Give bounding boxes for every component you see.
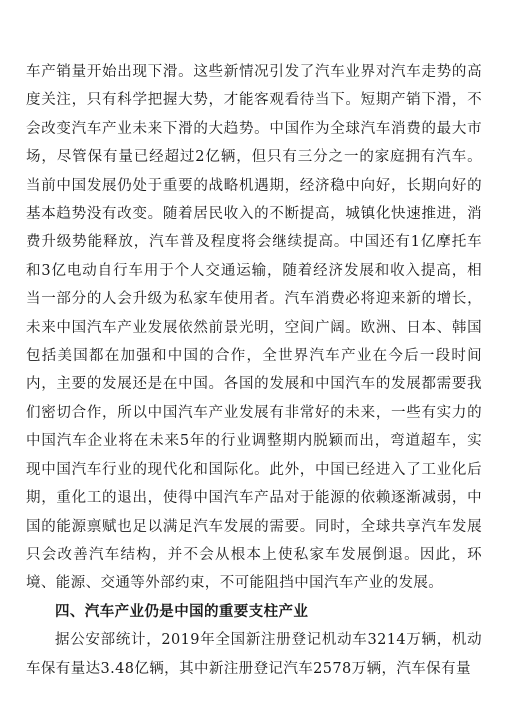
body-paragraph-continued: 据公安部统计，2019年全国新注册登记机动车3214万辆，机动车保有量达3.48亿辆，其中新注册登记汽车2578万辆，汽车保有量 bbox=[26, 632, 482, 677]
section-heading: 四、汽车产业仍是中国的重要支柱产业 bbox=[55, 603, 309, 620]
body-paragraph: 车产销量开始出现下滑。这些新情况引发了汽车业界对汽车走势的高度关注，只有科学把握大势，才能客观看待当下。短期产销下滑，不会改变汽车产业未来下滑的大趋势。中国作为全球汽车消费的最大市场，尽管保有量已经超过2亿辆，但只有三分之一的家庭拥有汽车。当前中国发展仍处于重要的战略机遇期，经济稳中向好，长期向好的基本趋势没有改变。随着居民收入的不断提高，城镇化快速推进，消费升级势能释放，汽车普及程度将会继续提高。中国还有1亿摩托车和3亿电动自行车用于个人交通运输，随着经济发展和收入提高，相当一部分的人会升级为私家车使用者。汽车消费必将迎来新的增长，未来中国汽车产业发展依然前景光明，空间广阔。欧洲、日本、韩国包括美国都在加强和中国的合作，全世界汽车产业在今后一段时间内，主要的发展还是在中国。各国的发展和中国汽车的发展都需要我们密切合作，所以中国汽车产业发展有非常好的未来，一些有实力的中国汽车企业将在未来5年的行业调整期内脱颖而出，弯道超车，实现中国汽车行业的现代化和国际化。此外，中国已经进入了工业化后期，重化工的退出，使得中国汽车产品对于能源的依赖逐渐减弱，中国的能源禀赋也足以满足汽车发展的需要。同时，全球共享汽车发展只会改善汽车结构，并不会从根本上使私家车发展倒退。因此，环境、能源、交通等外部约束，不可能阻挡中国汽车产业的发展。 bbox=[26, 64, 482, 592]
